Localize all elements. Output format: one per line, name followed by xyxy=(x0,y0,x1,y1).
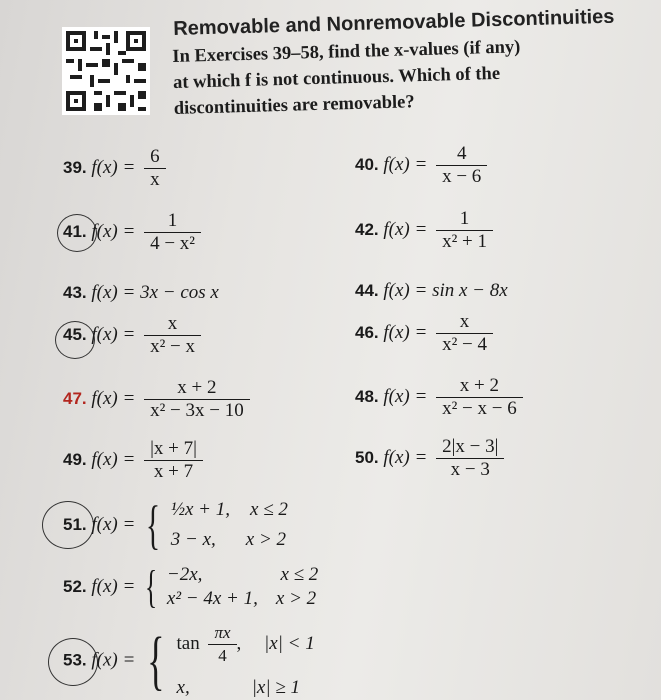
case-expression: x, xyxy=(176,677,190,698)
numerator: 4 xyxy=(456,143,467,164)
exercise-number: 40. xyxy=(355,154,379,174)
exercise-number: 44. xyxy=(355,281,379,300)
exercise-42 xyxy=(355,208,493,253)
left-brace: { xyxy=(145,561,158,612)
denominator: x² + 1 xyxy=(436,230,493,253)
fraction xyxy=(436,375,523,420)
fraction xyxy=(436,208,493,253)
numerator: x xyxy=(459,311,470,332)
denominator: x² − 3x − 10 xyxy=(144,399,250,422)
numerator: 1 xyxy=(459,208,470,229)
instruction-line: at which f is not continuous. Which of the xyxy=(172,63,501,93)
fraction xyxy=(436,143,487,188)
exercise-45 xyxy=(63,313,201,358)
function-lhs: f(x) = xyxy=(91,323,136,345)
exercise-39 xyxy=(63,146,166,191)
exercise-number: 49. xyxy=(63,449,87,469)
numerator: |x + 7| xyxy=(150,438,197,459)
case-row xyxy=(171,525,288,555)
fraction xyxy=(436,436,504,481)
function-lhs: f(x) = xyxy=(91,448,136,470)
qr-code xyxy=(62,27,150,115)
case-condition: x > 2 xyxy=(275,588,317,609)
exercise-50 xyxy=(355,436,504,481)
exercise-46 xyxy=(355,311,493,356)
numerator: x xyxy=(167,313,178,334)
function-lhs: f(x) = xyxy=(91,649,136,671)
function-lhs: f(x) = xyxy=(383,321,428,343)
denominator: x² − x xyxy=(144,335,201,358)
numerator: πx xyxy=(214,623,231,642)
exercise-47 xyxy=(63,377,250,422)
exercise-43 xyxy=(63,282,219,304)
case-condition: x ≤ 2 xyxy=(280,564,319,585)
fraction xyxy=(208,622,236,667)
exercise-number: 42. xyxy=(355,219,379,239)
case-condition: x > 2 xyxy=(245,529,287,550)
case-expression: 3 − x, xyxy=(170,529,216,550)
fraction xyxy=(144,438,203,483)
tan-function: tan xyxy=(176,632,200,654)
case-expression: ½x + 1, xyxy=(170,499,231,520)
function-lhs: f(x) = xyxy=(91,576,136,597)
numerator: 6 xyxy=(150,146,160,167)
case-row xyxy=(177,622,315,667)
case-condition: |x| ≥ 1 xyxy=(251,677,301,698)
fraction xyxy=(144,313,201,358)
fraction xyxy=(144,210,201,255)
denominator: x − 3 xyxy=(436,458,504,481)
fraction xyxy=(144,377,250,422)
case-condition: x ≤ 2 xyxy=(250,499,288,520)
function-lhs: f(x) = xyxy=(91,220,136,242)
comma: , xyxy=(236,632,242,654)
case-row xyxy=(167,587,318,611)
exercise-number: 51. xyxy=(63,515,87,534)
exercise-41 xyxy=(63,210,201,255)
exercise-number: 52. xyxy=(63,577,87,596)
exercise-number: 39. xyxy=(63,157,87,177)
exercise-number: 41. xyxy=(63,221,87,241)
piecewise-cases xyxy=(177,622,315,699)
function-lhs: f(x) = xyxy=(383,446,428,468)
exercise-number: 48. xyxy=(355,386,379,406)
fraction xyxy=(436,311,493,356)
exercise-40 xyxy=(355,143,487,188)
exercise-number: 43. xyxy=(63,283,87,302)
section-title: Removable and Nonremovable Discontinuities xyxy=(173,5,615,40)
exercise-53 xyxy=(63,622,315,699)
piecewise-cases xyxy=(171,495,288,555)
denominator: 4 xyxy=(208,644,236,667)
piecewise-cases xyxy=(167,563,318,611)
case-condition: |x| < 1 xyxy=(264,632,315,654)
function-lhs: f(x) = xyxy=(91,156,136,178)
case-expression: x² − 4x + 1, xyxy=(166,588,258,609)
denominator: x − 6 xyxy=(436,165,487,188)
function-expression: f(x) = 3x − cos x xyxy=(91,282,219,303)
function-lhs: f(x) = xyxy=(383,218,428,240)
exercise-51 xyxy=(63,495,288,555)
instructions xyxy=(172,34,522,122)
exercise-49 xyxy=(63,438,203,483)
instruction-line: In Exercises 39–58, find the x-values (if any) xyxy=(172,37,521,67)
numerator: x + 2 xyxy=(177,377,217,398)
function-lhs: f(x) = xyxy=(383,385,428,407)
denominator: x² − 4 xyxy=(436,333,493,356)
case-row xyxy=(171,495,288,525)
function-expression: f(x) = sin x − 8x xyxy=(383,280,508,301)
case-row xyxy=(177,677,315,699)
denominator: x² − x − 6 xyxy=(436,397,523,420)
case-expression: −2x, xyxy=(166,564,203,585)
numerator: 2|x − 3| xyxy=(442,436,499,457)
function-lhs: f(x) = xyxy=(383,153,428,175)
left-brace: { xyxy=(145,495,161,555)
exercise-48 xyxy=(355,375,523,420)
denominator: 4 − x² xyxy=(144,232,201,255)
exercise-number: 50. xyxy=(355,447,379,467)
denominator: x + 7 xyxy=(144,460,203,483)
numerator: 1 xyxy=(167,210,178,231)
exercise-number: 53. xyxy=(63,650,87,670)
function-lhs: f(x) = xyxy=(91,514,136,535)
exercise-52 xyxy=(63,563,318,611)
exercise-number: 46. xyxy=(355,322,379,342)
fraction xyxy=(144,146,166,191)
numerator: x + 2 xyxy=(459,375,499,396)
denominator: x xyxy=(144,168,166,191)
function-lhs: f(x) = xyxy=(91,387,136,409)
exercise-number: 45. xyxy=(63,324,87,344)
left-brace: { xyxy=(147,623,165,697)
exercise-number: 47. xyxy=(63,388,87,408)
instruction-line: discontinuities are removable? xyxy=(173,92,415,119)
case-row xyxy=(167,563,318,587)
exercise-44 xyxy=(355,280,508,302)
